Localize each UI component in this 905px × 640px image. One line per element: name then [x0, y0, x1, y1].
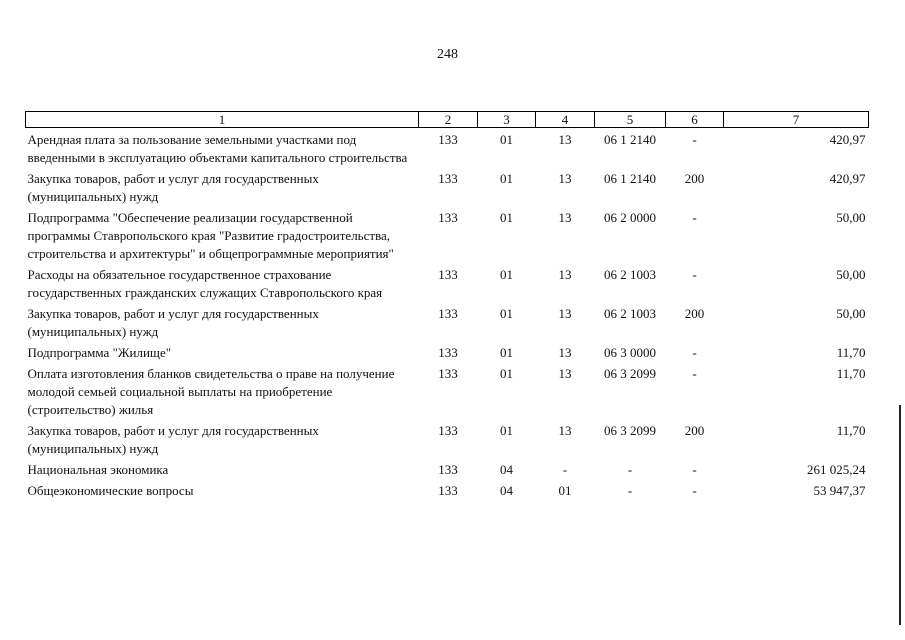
row-col-5: 06 3 0000 [604, 345, 656, 360]
row-amount: 420,97 [829, 171, 866, 186]
column-header-3: 3 [478, 112, 536, 128]
row-name: Расходы на обязательное государственное страхование государственных гражданских служащих Ставропольского края [27, 267, 383, 300]
table-row [26, 265, 869, 304]
table-row [26, 343, 869, 364]
row-name: Закупка товаров, работ и услуг для государственных (муниципальных) нужд [27, 306, 319, 339]
row-col-6: - [692, 483, 697, 498]
row-name: Национальная экономика [27, 462, 169, 477]
table-row [26, 208, 869, 265]
row-col-4: 13 [558, 345, 572, 360]
row-col-5: - [627, 462, 633, 477]
row-col-3: 01 [500, 366, 513, 381]
row-col-2: 133 [438, 306, 458, 321]
row-col-4: 13 [558, 423, 572, 438]
row-col-4: 13 [558, 366, 572, 381]
row-col-5: - [627, 483, 633, 498]
row-col-3: 04 [500, 483, 513, 498]
table-row [26, 481, 869, 502]
row-amount: 50,00 [836, 210, 866, 225]
row-col-3: 01 [500, 306, 513, 321]
row-col-4: 01 [558, 483, 572, 498]
row-col-2: 133 [438, 267, 458, 282]
row-col-5: 06 1 2140 [604, 132, 656, 147]
row-col-2: 133 [438, 423, 458, 438]
row-col-2: 133 [438, 132, 458, 147]
row-col-3: 04 [500, 462, 513, 477]
row-col-6: - [692, 132, 697, 147]
row-name: Закупка товаров, работ и услуг для государственных (муниципальных) нужд [27, 171, 319, 204]
row-amount: 261 025,24 [807, 462, 866, 477]
column-header-1: 1 [26, 112, 419, 128]
table-row [26, 169, 869, 208]
row-amount: 420,97 [829, 132, 866, 147]
row-name: Закупка товаров, работ и услуг для государственных (муниципальных) нужд [27, 423, 319, 456]
row-amount: 53 947,37 [813, 483, 866, 498]
row-col-4: 13 [558, 306, 572, 321]
column-header-6: 6 [666, 112, 724, 128]
row-col-6: 200 [684, 423, 705, 438]
table-row [26, 421, 869, 460]
row-col-4: 13 [558, 171, 572, 186]
column-header-2: 2 [419, 112, 478, 128]
row-col-4: 13 [558, 210, 572, 225]
row-col-5: 06 1 2140 [604, 171, 656, 186]
row-col-2: 133 [438, 345, 458, 360]
row-col-6: - [692, 210, 697, 225]
row-col-2: 133 [438, 210, 458, 225]
column-header-5: 5 [595, 112, 666, 128]
row-col-6: - [692, 462, 697, 477]
column-header-4: 4 [536, 112, 595, 128]
budget-table [25, 111, 869, 502]
scan-edge-line [899, 405, 901, 625]
row-name: Оплата изготовления бланков свидетельства о праве на получение молодой семьей социальной выплаты на приобретение (строительство) жилья [27, 366, 395, 417]
row-col-5: 06 2 0000 [604, 210, 656, 225]
table-row [26, 304, 869, 343]
row-name: Подпрограмма "Жилище" [27, 345, 172, 360]
row-col-5: 06 2 1003 [604, 306, 656, 321]
row-amount: 11,70 [836, 423, 866, 438]
row-amount: 11,70 [836, 345, 866, 360]
row-col-3: 01 [500, 267, 513, 282]
row-col-4: 13 [558, 267, 572, 282]
row-name: Подпрограмма "Обеспечение реализации государственной программы Ставропольского края "Развитие градостроительства, строительства и архитектуры" и общепрограммные мероприятия" [27, 210, 394, 261]
row-col-5: 06 3 2099 [604, 423, 656, 438]
row-col-2: 133 [438, 483, 458, 498]
row-col-3: 01 [500, 132, 513, 147]
row-col-4: - [562, 462, 568, 477]
table-header-row [26, 112, 869, 128]
row-col-3: 01 [500, 210, 513, 225]
row-col-3: 01 [500, 345, 513, 360]
row-name: Общеэкономические вопросы [27, 483, 194, 498]
row-amount: 11,70 [836, 366, 866, 381]
row-col-2: 133 [438, 366, 458, 381]
table-row [26, 364, 869, 421]
row-col-6: - [692, 345, 697, 360]
row-col-2: 133 [438, 462, 458, 477]
row-col-6: 200 [684, 306, 705, 321]
row-col-2: 133 [438, 171, 458, 186]
table-row [26, 128, 869, 170]
page-number: 248 [437, 47, 458, 62]
row-col-5: 06 2 1003 [604, 267, 656, 282]
row-col-6: 200 [684, 171, 705, 186]
row-col-6: - [692, 366, 697, 381]
row-amount: 50,00 [836, 306, 866, 321]
row-col-3: 01 [500, 171, 513, 186]
row-amount: 50,00 [836, 267, 866, 282]
row-col-4: 13 [558, 132, 572, 147]
row-col-6: - [692, 267, 697, 282]
row-col-5: 06 3 2099 [604, 366, 656, 381]
row-name: Арендная плата за пользование земельными участками под введенными в эксплуатацию объектами капитального строительства [27, 132, 408, 165]
column-header-7: 7 [724, 112, 869, 128]
table-row [26, 460, 869, 481]
row-col-3: 01 [500, 423, 513, 438]
